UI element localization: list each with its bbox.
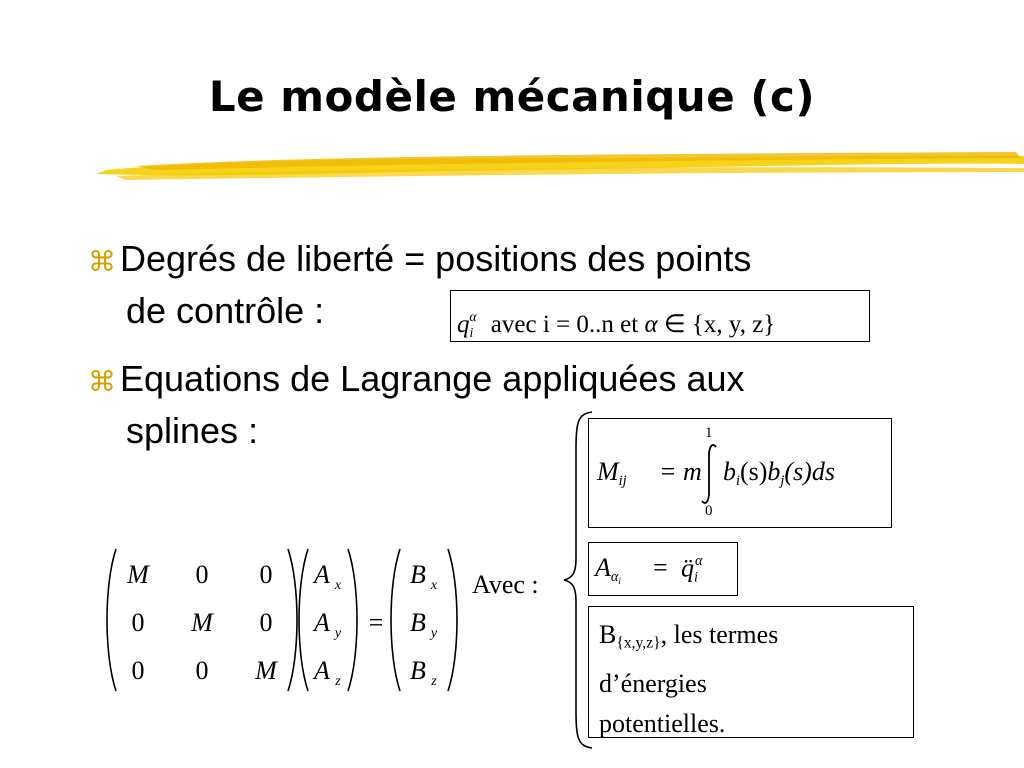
dof-q-sup: α [469, 309, 477, 324]
mass-integrand: $b_i(s)b_j(s)ds$ [723, 457, 835, 489]
vector-a-entry: A [314, 560, 330, 589]
bullet-2-line-1: Equations de Lagrange appliquées aux [120, 358, 745, 399]
bullet-2-line-2-wrap [126, 406, 258, 456]
vector-a-subscript: z [335, 674, 341, 689]
energy-terms-box [588, 606, 914, 738]
bullet-2-line-2: splines : [126, 410, 259, 451]
vector-b-subscript: z [431, 674, 437, 689]
integral-lower: 0 [705, 503, 713, 519]
matrix-equals-sign: = [368, 608, 384, 637]
bullet-1-line-1: Degrés de liberté = positions des points [120, 238, 752, 279]
matrix-m-cell: 0 [195, 656, 209, 685]
bullet-marker-icon: ⌘ [88, 245, 116, 278]
vector-b-entry: B [410, 560, 426, 589]
matrix-m-cell: M [127, 560, 149, 589]
matrix-m-cell: M [191, 608, 213, 637]
matrix-equation [100, 545, 470, 695]
vector-a-entry: A [314, 608, 330, 637]
dof-text: avec i = 0..n et [490, 311, 639, 338]
avec-label: Avec : [472, 570, 539, 599]
title-underline-brush [96, 148, 1024, 188]
energy-line-3: potentielles. [599, 708, 726, 738]
dof-set: ∈ {x, y, z} [663, 311, 776, 338]
matrix-m-cell: 0 [259, 560, 273, 589]
dof-q: q [457, 311, 470, 338]
vector-a-subscript: x [334, 578, 342, 593]
integral-sign-icon [699, 443, 719, 505]
matrix-m-cell: 0 [195, 560, 209, 589]
accel-formula-box [588, 542, 738, 596]
vector-b-subscript: x [430, 578, 438, 593]
dof-alpha: α [644, 311, 658, 338]
vector-b-entry: B [410, 656, 426, 685]
vector-a-subscript: y [334, 626, 342, 641]
matrix-m-cell: M [255, 656, 277, 685]
integral-upper: 1 [705, 425, 713, 441]
vector-a-entry: A [314, 656, 330, 685]
dof-q-sub: i [469, 324, 474, 340]
vector-b-entry: B [410, 608, 426, 637]
bullet-degrees-of-freedom [88, 234, 751, 287]
bullet-lagrange [88, 354, 745, 407]
bullet-marker-icon: ⌘ [88, 365, 116, 398]
matrix-parentheses [107, 549, 457, 691]
matrix-m-cell: 0 [259, 608, 273, 637]
matrix-m-cell: 0 [131, 608, 145, 637]
bullet-1-line-2-wrap [126, 286, 324, 336]
accel-eq: = [653, 553, 668, 582]
vector-b-subscript: y [430, 626, 438, 641]
mass-lhs: $M_{ij}$ [597, 457, 627, 489]
energy-line-2: d’énergies [599, 668, 707, 698]
accel-lhs: $A_{\alpha i}$ [595, 553, 621, 587]
slide-title: Le modèle mécanique (c) [208, 72, 816, 121]
mass-eq: = m [659, 457, 702, 486]
mass-integral-box [588, 418, 892, 528]
energy-line-1: B{x,y,z}, les termes [599, 620, 779, 652]
accel-rhs: $q̈_i^\alpha$ [681, 553, 703, 586]
matrix-m-cell: 0 [131, 656, 145, 685]
dof-formula-box [450, 290, 870, 342]
bullet-1-line-2: de contrôle : [126, 290, 325, 331]
